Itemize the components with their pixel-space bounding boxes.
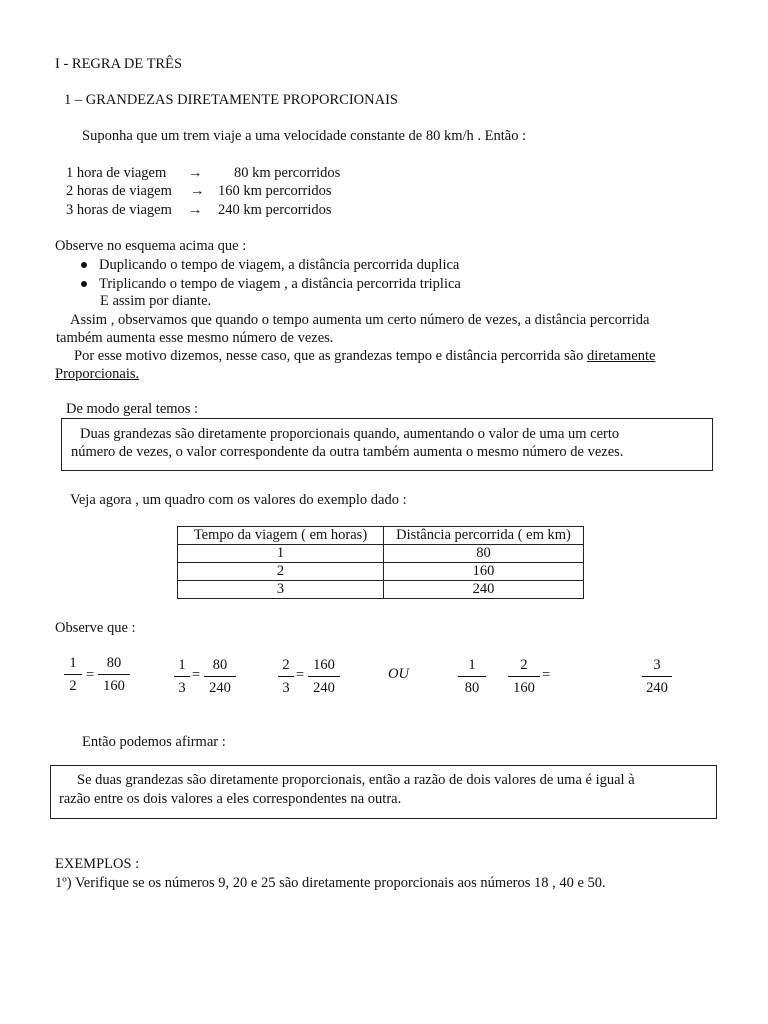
table-intro: Veja agora , um quadro com os valores do exemplo dado : xyxy=(70,492,407,508)
travel-time: 1 hora de viagem xyxy=(66,165,167,181)
denominator: 2 xyxy=(69,678,77,694)
example-item: 1º) Verifique se os números 9, 20 e 25 são diretamente proporcionais aos números 18 , 40 e 50. xyxy=(55,875,606,891)
paragraph-text: Por esse motivo dizemos, nesse caso, que as grandezas tempo e distância percorrida são xyxy=(74,348,587,364)
table-cell: 160 xyxy=(384,563,584,581)
equals-sign: = xyxy=(296,667,305,683)
fraction xyxy=(642,656,672,697)
fraction xyxy=(204,656,236,697)
page-title: I - REGRA DE TRÊS xyxy=(55,56,183,72)
table-header: Distância percorrida ( em km) xyxy=(384,527,584,545)
paragraph-line xyxy=(74,347,655,365)
numerator: 2 xyxy=(282,657,290,673)
equals-sign: = xyxy=(542,667,551,683)
list-item: Triplicando o tempo de viagem , a distância percorrida triplica xyxy=(77,275,461,294)
definition-box xyxy=(61,418,713,471)
observe-intro: Observe no esquema acima que : xyxy=(55,238,247,254)
observe-que: Observe que : xyxy=(55,620,136,636)
bullet-list xyxy=(77,256,461,294)
paragraph-line: também aumenta esse mesmo número de vezes. xyxy=(56,330,334,346)
travel-time: 2 horas de viagem xyxy=(66,183,172,199)
definition-line: número de vezes, o valor correspondente da outra também aumenta o mesmo número de vezes. xyxy=(71,444,624,460)
table-cell: 2 xyxy=(178,563,384,581)
table-cell: 80 xyxy=(384,545,584,563)
numerator: 80 xyxy=(106,655,122,671)
fraction xyxy=(64,654,82,695)
numerator: 160 xyxy=(313,657,335,673)
numerator: 1 xyxy=(468,657,476,673)
then-affirm: Então podemos afirmar : xyxy=(82,734,226,750)
conclusion-line: razão entre os dois valores a eles correspondentes na outra. xyxy=(59,791,402,807)
numerator: 2 xyxy=(520,657,528,673)
intro-paragraph: Suponha que um trem viaje a uma velocidade constante de 80 km/h . Então : xyxy=(82,128,527,144)
arrow-icon: → xyxy=(188,202,203,218)
denominator: 3 xyxy=(282,680,290,696)
table-row xyxy=(178,581,584,599)
underlined-term: diretamente xyxy=(586,348,656,364)
numerator: 80 xyxy=(212,657,228,673)
travel-distance: 80 km percorridos xyxy=(234,165,341,181)
denominator: 160 xyxy=(103,678,125,694)
denominator: 3 xyxy=(178,680,186,696)
denominator: 240 xyxy=(313,680,335,696)
fraction xyxy=(98,654,130,695)
data-table xyxy=(177,526,584,599)
fraction xyxy=(278,656,294,697)
fraction xyxy=(308,656,340,697)
table-header: Tempo da viagem ( em horas) xyxy=(178,527,384,545)
arrow-icon: → xyxy=(188,165,203,181)
denominator: 240 xyxy=(209,680,231,696)
arrow-icon: → xyxy=(190,183,205,199)
examples-title: EXEMPLOS : xyxy=(55,856,140,872)
underlined-term: Proporcionais. xyxy=(55,366,140,382)
equals-sign: = xyxy=(86,667,95,683)
table-cell: 3 xyxy=(178,581,384,599)
definition-line: Duas grandezas são diretamente proporcionais quando, aumentando o valor de uma um certo xyxy=(80,426,620,442)
denominator: 160 xyxy=(513,680,535,696)
travel-time: 3 horas de viagem xyxy=(66,202,172,218)
denominator: 80 xyxy=(464,680,480,696)
travel-distance: 240 km percorridos xyxy=(218,202,332,218)
or-label: OU xyxy=(388,666,409,682)
general-intro: De modo geral temos : xyxy=(66,401,199,417)
table-header-row xyxy=(178,527,584,545)
list-item: Duplicando o tempo de viagem, a distância percorrida duplica xyxy=(77,256,461,275)
numerator: 1 xyxy=(178,657,186,673)
section-title: 1 – GRANDEZAS DIRETAMENTE PROPORCIONAIS xyxy=(64,92,398,108)
and-so-on: E assim por diante. xyxy=(100,293,212,309)
table-cell: 1 xyxy=(178,545,384,563)
table-row xyxy=(178,563,584,581)
fraction xyxy=(508,656,540,697)
table-row xyxy=(178,545,584,563)
conclusion-box xyxy=(50,765,717,819)
equals-sign: = xyxy=(192,667,201,683)
numerator: 3 xyxy=(653,657,661,673)
travel-distance: 160 km percorridos xyxy=(218,183,332,199)
numerator: 1 xyxy=(69,655,77,671)
paragraph-line: Assim , observamos que quando o tempo aumenta um certo número de vezes, a distância percorrida xyxy=(70,312,650,328)
denominator: 240 xyxy=(646,680,668,696)
conclusion-line: Se duas grandezas são diretamente proporcionais, então a razão de dois valores de uma é igual à xyxy=(77,772,635,788)
table-cell: 240 xyxy=(384,581,584,599)
fraction xyxy=(174,656,190,697)
fraction xyxy=(458,656,486,697)
